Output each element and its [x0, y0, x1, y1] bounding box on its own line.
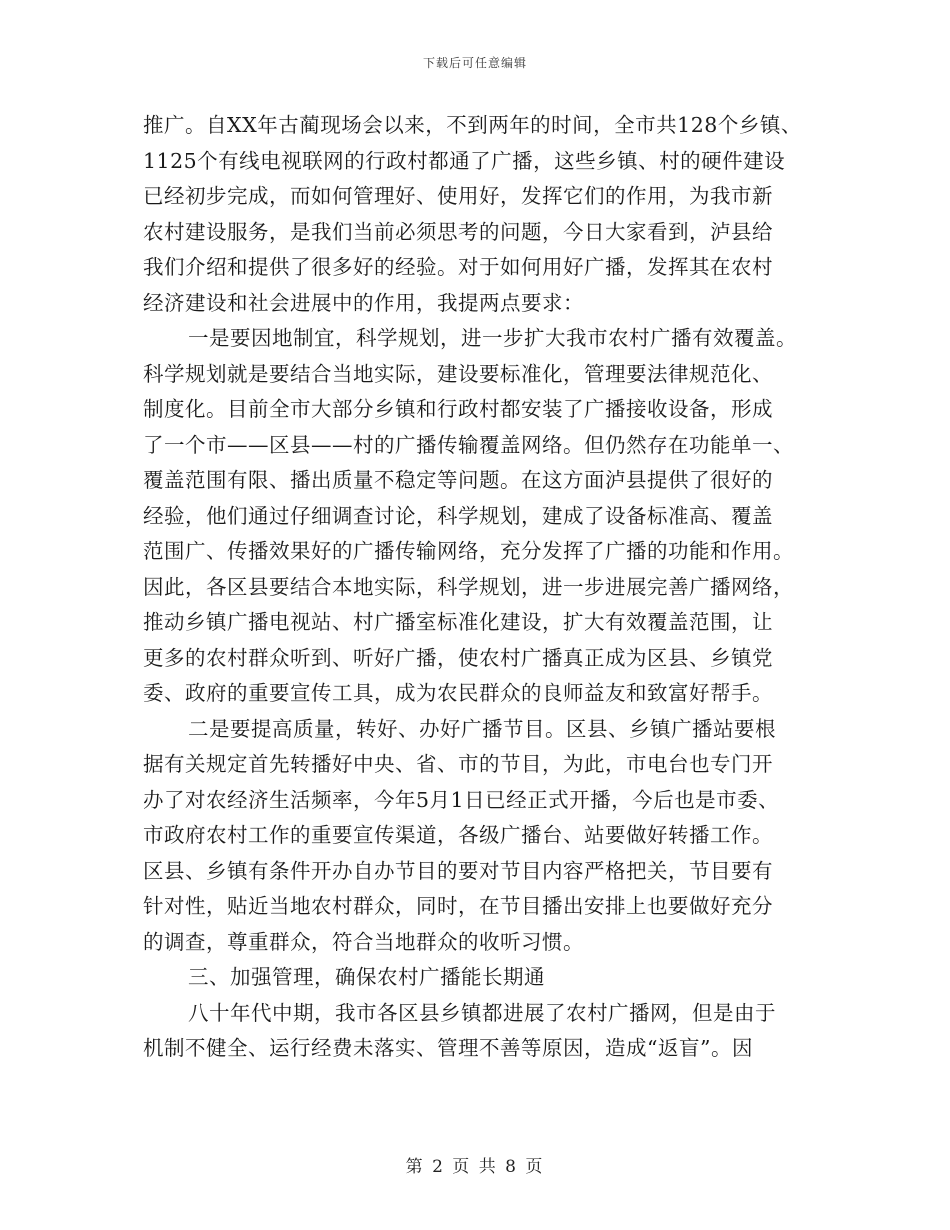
text-line: 范围广、传播效果好的广播传输网络，充分发挥了广播的功能和作用。	[143, 539, 794, 563]
text-line: 据有关规定首先转播好中央、省、市的节目，为此，市电台也专门开	[143, 752, 773, 776]
text-line: 针对性，贴近当地农村群众，同时，在节目播出安排上也要做好充分	[143, 894, 773, 918]
text-line: 科学规划就是要结合当地实际，建设要标准化，管理要法律规范化、	[143, 361, 773, 386]
text-line: 八十年代中期，我市各区县乡镇都进展了农村广播网，但是由于	[188, 1000, 776, 1025]
text-line: 三、加强管理，确保农村广播能长期通	[188, 965, 545, 989]
text-line: 更多的农村群众听到、听好广播，使农村广播真正成为区县、乡镇党	[143, 645, 773, 670]
document-body	[143, 108, 807, 1067]
text-line: 二是要提高质量，转好、办好广播节目。区县、乡镇广播站要根	[188, 716, 776, 741]
page-header-note: 下载后可任意编辑	[422, 56, 527, 70]
text-line: 经济建设和社会进展中的作用，我提两点要求：	[143, 290, 584, 315]
text-line: 制度化。目前全市大部分乡镇和行政村都安装了广播接收设备，形成	[143, 397, 773, 421]
text-line: 推广。自XX年古蔺现场会以来，不到两年的时间，全市共128个乡镇、	[143, 113, 802, 137]
text-line: 因此，各区县要结合本地实际，科学规划，进一步进展完善广播网络，	[143, 574, 794, 599]
text-line: 一是要因地制宜，科学规划，进一步扩大我市农村广播有效覆盖。	[188, 326, 797, 350]
text-line: 覆盖范围有限、播出质量不稳定等问题。在这方面泸县提供了很好的	[143, 468, 773, 492]
text-line: 已经初步完成，而如何管理好、使用好，发挥它们的作用，为我市新	[143, 184, 773, 208]
text-line: 1125个有线电视联网的行政村都通了广播，这些乡镇、村的硬件建设	[143, 148, 786, 173]
text-line: 市政府农村工作的重要宣传渠道，各级广播台、站要做好转播工作。	[143, 823, 773, 847]
text-line: 委、政府的重要宣传工具，成为农民群众的良师益友和致富好帮手。	[143, 681, 773, 705]
text-line: 农村建设服务，是我们当前必须思考的问题，今日大家看到，泸县给	[143, 219, 773, 244]
text-line: 办了对农经济生活频率，今年5月1日已经正式开播，今后也是市委、	[143, 787, 780, 812]
text-line: 机制不健全、运行经费未落实、管理不善等原因，造成“返盲”。因	[143, 1036, 753, 1060]
text-line: 我们介绍和提供了很多好的经验。对于如何用好广播，发挥其在农村	[143, 255, 773, 279]
page-number-footer: 第 2 页 共 8 页	[405, 1157, 545, 1177]
text-line: 区县、乡镇有条件开办自办节目的要对节目内容严格把关，节目要有	[143, 858, 773, 883]
text-line: 了一个市——区县——村的广播传输覆盖网络。但仍然存在功能单一、	[143, 432, 794, 457]
text-line: 经验，他们通过仔细调查讨论，科学规划，建成了设备标准高、覆盖	[143, 503, 773, 528]
text-line: 的调查，尊重群众，符合当地群众的收听习惯。	[143, 929, 584, 954]
text-line: 推动乡镇广播电视站、村广播室标准化建设，扩大有效覆盖范围，让	[143, 610, 773, 634]
